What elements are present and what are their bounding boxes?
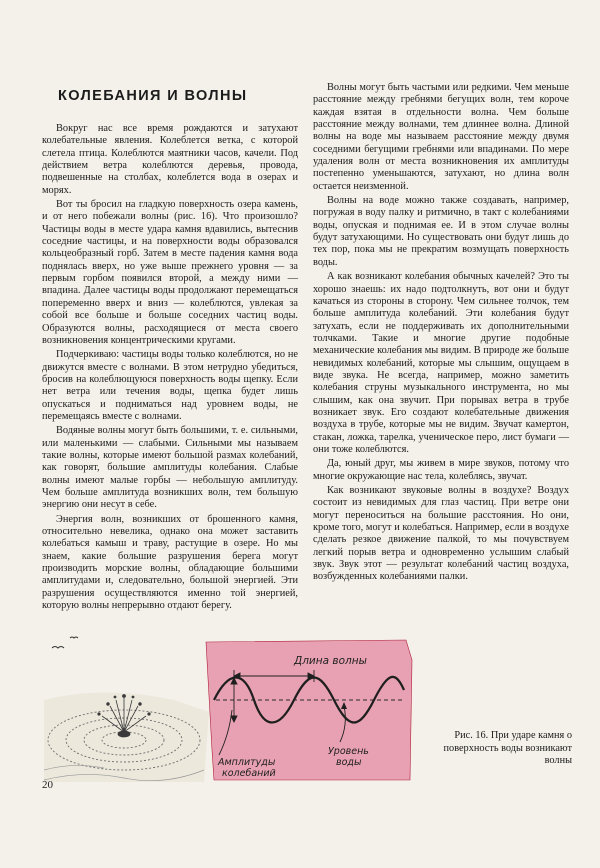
paragraph: Волны на воде можно также создавать, например, погружая в воду палку и ритмично, в такт с колебаниями воды, опуская и поднимая ее. И в этом случае волны будут затухающими. Но существовать они будут лишь до тех пор, пока мы не прекратим возмущать поверхность воды. [313, 195, 569, 268]
birds-icon [52, 637, 78, 648]
right-column [313, 82, 569, 586]
left-column [42, 123, 298, 614]
water-level-label: Уровень [328, 746, 369, 757]
paragraph: Водяные волны могут быть большими, т. е. сильными, или маленькими — слабыми. Сильными мы называем такие волны, которые имеют большой размах колебаний, как говорят, большие амплитуды колебания. Слабые волны имеют малые горбы — небольшую амплитуду. Чем больше амплитуда возникших волн, тем большую энергию они несут в себе. [42, 425, 298, 511]
paragraph: Вот ты бросил на гладкую поверхность озера камень, и от него побежали волны (рис. 16). Что произошло? Частицы воды в месте удара камня вдавились, вытеснив соседние частицы, и на поверхности воды образовался кольцеобразный горб. Затем в месте падения камня вода поднялась вверх, но уже выше прежнего уровня — за первым горбом появился второй, а между ними — впадина. Далее частицы воды продолжают перемещаться попеременно вверх и вниз — колеблются, увлекая за собой все больше и больше соседних частиц воды. Образуются волны, расходящиеся от места своего возникновения концентрическими кругами. [42, 199, 298, 346]
wave-figure [44, 630, 414, 782]
water-level-label-2: воды [336, 757, 362, 768]
paragraph: Волны могут быть частыми или редкими. Чем меньше расстояние между гребнями бегущих волн, тем короче каждая взятая в отдельности волна. Чем больше расстояние между волнами, тем длиннее волна. Длиной волны на воде мы называем расстояние между двумя соседними бегущими гребнями или впадинами. По мере удаления волн от места возникновения их амплитуды постепенно уменьшаются, затухают, но длина волн остается неизменной. [313, 82, 569, 192]
amplitude-label: Амплитуды [218, 757, 276, 768]
wave-illustration [44, 630, 414, 782]
paragraph: Да, юный друг, мы живем в мире звуков, потому что многие окружающие нас тела, колеблясь, звучат. [313, 458, 569, 482]
figure-caption: Рис. 16. При ударе камня о поверхность воды возникают волны [443, 730, 572, 766]
paragraph: Энергия волн, возникших от брошенного камня, относительно невелика, однако она может заставить колебаться камыш и траву, растущие в озере. Но мы знаем, какие большие разрушения берега могут производить морские волны, обладающие большими амплитудами и, следовательно, большой энергией. Эти разрушения осуществляются именно той энергией, которую волны непрерывно отдают берегу. [42, 513, 298, 612]
paragraph: Вокруг нас все время рождаются и затухают колебательные явления. Колеблется ветка, с которой слетела птица. Колеблются маятники часов, качели. Под действием ветра колеблются деревья, провода, подвешенные на столбах, колеблется вода в озерах и морях. [42, 123, 298, 196]
paragraph: Как возникают звуковые волны в воздухе? Воздух состоит из невидимых для глаз частиц. При ветре они могут переноситься на большие расстояния. Но они, кроме того, могут и колебаться. Например, если в воздухе сделать резкое движение палкой, то мы почувствуем легкий порыв ветра и одновременно услышим слабый звук. Звук этот — результат колебаний частиц воздуха, возбужденных колебаниями палки. [313, 485, 569, 583]
amplitude-label-2: колебаний [222, 768, 276, 779]
wavelength-label: Длина волны [294, 655, 367, 667]
page-title: КОЛЕБАНИЯ И ВОЛНЫ [58, 88, 248, 104]
paragraph: А как возникают колебания обычных качелей? Это ты хорошо знаешь: их надо подтолкнуть, вот они и будут качаться из стороны в сторону. Чем сильнее толчок, тем больше амплитуда колебаний. Эти колебания будут затухать, если не поддерживать их дополнительными толчками. Такие и многие другие подобные механические колебания мы видим. В природе же больше невидимых колебаний, которые мы слышим, ощущаем в виде звука. Не всегда, например, можно заметить колебания струны музыкального инструмента, но мы слышим, как она звучит. При порывах ветра в трубе возникает звук. Его создают колебательные движения воздуха в трубе, которые мы не видим. Звучат камертон, стакан, ложка, тарелка, ученическое перо, лист бумаги — они тоже колеблются. [313, 271, 569, 455]
paragraph: Подчеркиваю: частицы воды только колеблются, но не движутся вместе с волнами. В этом нетрудно убедиться, бросив на колеблющуюся поверхность воды щепку. Если нет ветра или течения воды, щепка будет лишь опускаться и подниматься над уровнем воды, не перемещаясь вместе с волнами. [42, 349, 298, 422]
page-number: 20 [42, 779, 53, 791]
water-ripples [44, 693, 209, 783]
